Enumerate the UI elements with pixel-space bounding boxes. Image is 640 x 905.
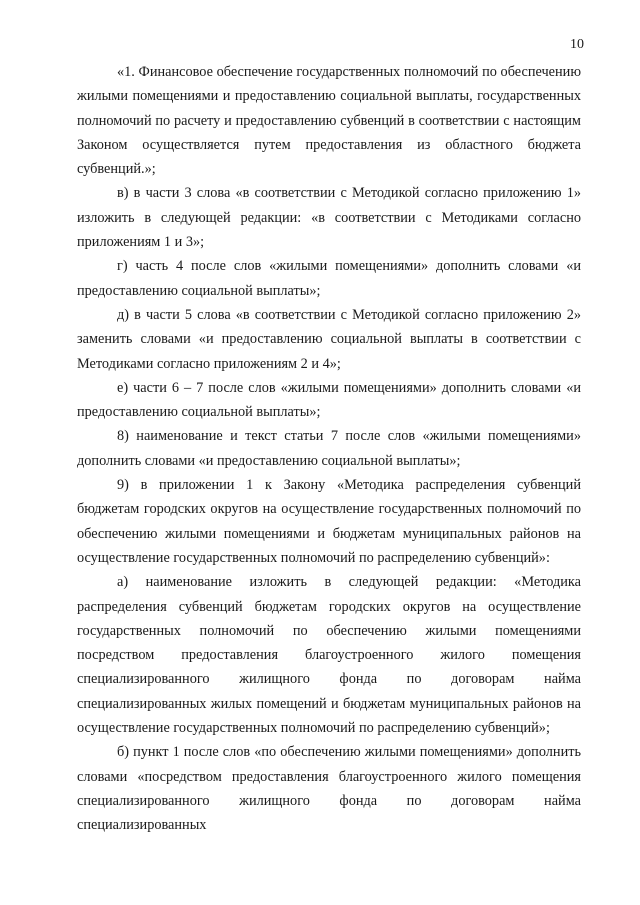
- paragraph-9: б) пункт 1 после слов «по обеспечению жилыми помещениями» дополнить словами «посредством предоставления благоустроенного жилого помещения специализированного жилищного фонда по договорам найма специализированных: [77, 744, 581, 834]
- paragraph-1: «1. Финансовое обеспечение государственных полномочий по обеспечению жилыми помещениями и предоставлению социальной выплаты, государственных полномочий по расчету и предоставлению субвенций в соответствии с настоящим Законом осуществляется путем предоставления из областного бюджета субвенций.»;: [77, 64, 581, 178]
- paragraph-3: г) часть 4 после слов «жилыми помещениями» дополнить словами «и предоставлению социальной выплаты»;: [77, 258, 581, 299]
- document-body: [77, 60, 581, 838]
- paragraph-7: 9) в приложении 1 к Закону «Методика распределения субвенций бюджетам городских округов на осуществление государственных полномочий по обеспечению жилыми помещениями и бюджетам муниципальных районов на осуществление государственных полномочий по распределению субвенций»:: [77, 477, 581, 566]
- page-number: 10: [570, 37, 584, 52]
- paragraph-8: а) наименование изложить в следующей редакции: «Методика распределения субвенций бюджетам городских округов на осуществление государственных полномочий по обеспечению жилыми помещениями посредством предоставления благоустроенного жилого помещения специализированного жилищного фонда по договорам найма специализированных жилых помещений и бюджетам муниципальных районов на осуществление государственных полномочий по распределению субвенций»;: [77, 574, 581, 737]
- paragraph-4: д) в части 5 слова «в соответствии с Методикой согласно приложению 2» заменить словами «и предоставлению социальной выплаты в соответствии с Методиками согласно приложениям 2 и 4»;: [77, 306, 581, 372]
- paragraph-2: в) в части 3 слова «в соответствии с Методикой согласно приложению 1» изложить в следующей редакции: «в соответствии с Методиками согласно приложениям 1 и 3»;: [77, 185, 581, 251]
- paragraph-5: е) части 6 – 7 после слов «жилыми помещениями» дополнить словами «и предоставлению социальной выплаты»;: [77, 379, 581, 421]
- paragraph-6: 8) наименование и текст статьи 7 после слов «жилыми помещениями» дополнить словами «и предоставлению социальной выплаты»;: [77, 428, 581, 469]
